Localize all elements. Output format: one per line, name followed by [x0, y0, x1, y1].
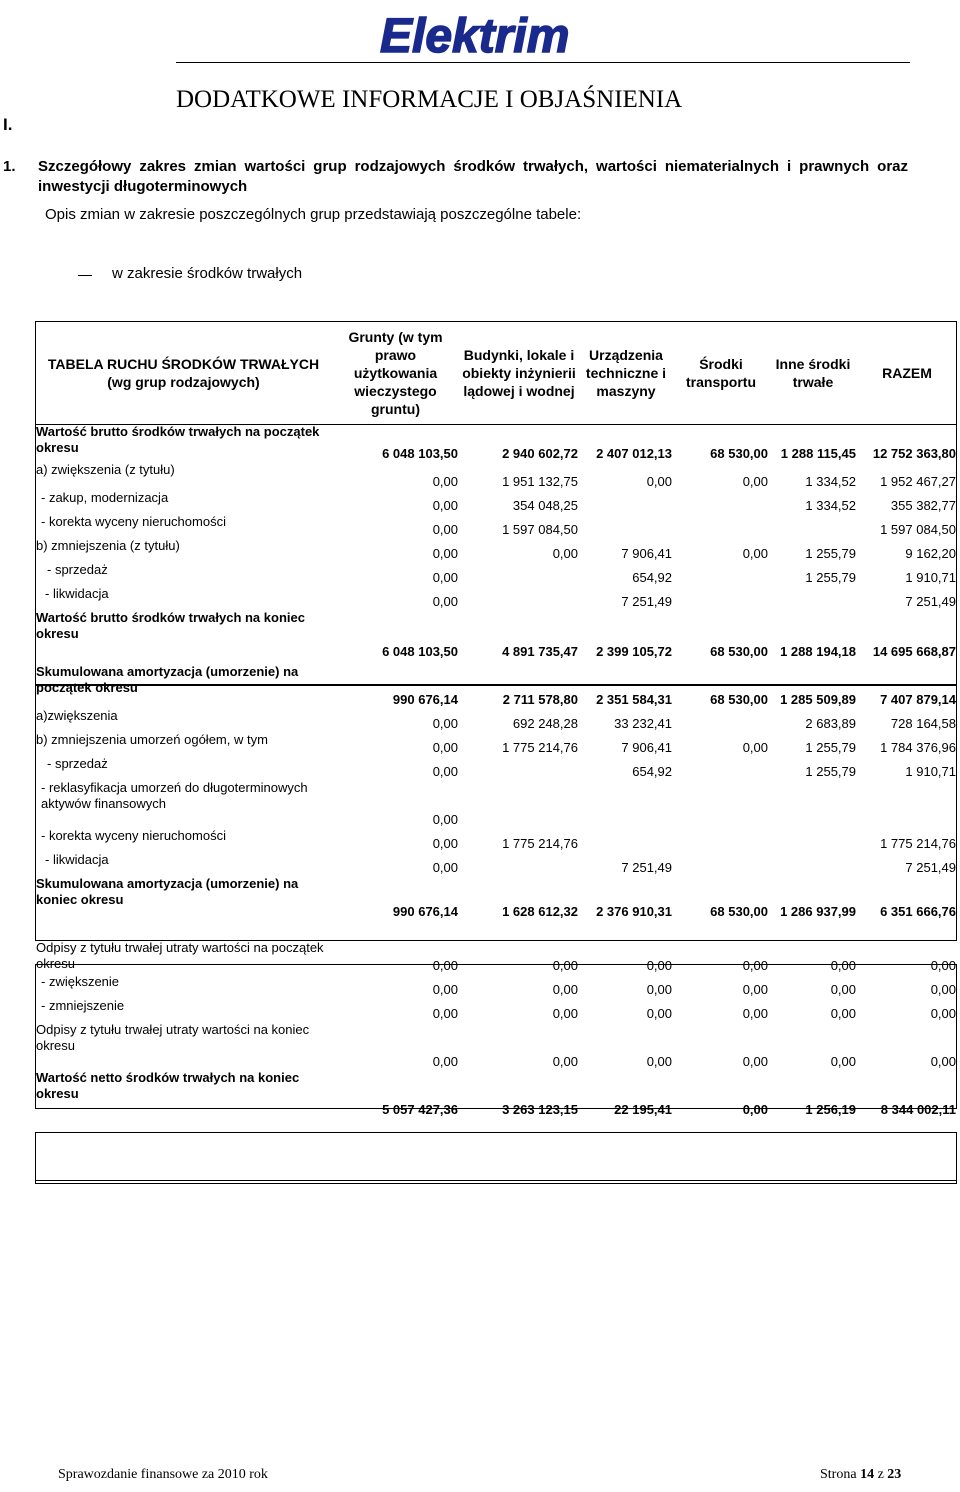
cell-value: 2 351 584,31: [596, 692, 672, 707]
cell-value: 1 285 509,89: [780, 692, 856, 707]
cell-value: 0,00: [742, 740, 768, 755]
cell-value: 7 251,49: [621, 594, 672, 609]
cell-value: 7 251,49: [905, 594, 956, 609]
table-row: [35, 1070, 957, 1118]
row-label: - zwiększenie: [41, 974, 120, 989]
cell-value: 1 910,71: [905, 570, 956, 585]
cell-value: 3 263 123,15: [502, 1102, 578, 1117]
cell-value: 2 940 602,72: [502, 446, 578, 461]
cell-value: 68 530,00: [710, 446, 768, 461]
table-row: [35, 998, 957, 1022]
cell-value: [459, 562, 579, 586]
cell-value: 0,00: [432, 570, 458, 585]
cell-value: 1 288 115,45: [780, 446, 856, 461]
elektrim-logo: [376, 8, 592, 60]
cell-value: 9 162,20: [905, 546, 956, 561]
bullet-dash: [78, 275, 92, 276]
cell-value: [769, 828, 857, 852]
cell-value: 1 775 214,76: [502, 836, 578, 851]
cell-value: 68 530,00: [710, 644, 768, 659]
cell-value: 22 195,41: [614, 1102, 672, 1117]
cell-value: 0,00: [432, 546, 458, 561]
cell-value: 2 711 578,80: [502, 692, 578, 707]
table-row: [35, 610, 957, 660]
cell-value: [579, 828, 673, 852]
cell-value: 1 628 612,32: [502, 904, 578, 919]
row-label: b) zmniejszenia umorzeń ogółem, w tym: [36, 732, 268, 747]
cell-value: [769, 780, 857, 828]
cell-value: 654,92: [632, 570, 672, 585]
cell-value: [673, 756, 769, 780]
cell-value: 1 256,19: [805, 1102, 856, 1117]
cell-value: 0,00: [646, 1054, 672, 1069]
bullet-text: w zakresie środków trwałych: [112, 265, 303, 282]
row-label: Skumulowana amortyzacja (umorzenie) na początek okresu: [36, 664, 299, 695]
row-label: Skumulowana amortyzacja (umorzenie) na koniec okresu: [36, 876, 299, 907]
cell-value: 990 676,14: [392, 904, 458, 919]
cell-value: [769, 586, 857, 610]
cell-value: 1 255,79: [805, 764, 856, 779]
table-row: [35, 1022, 957, 1070]
cell-value: 1 255,79: [805, 740, 856, 755]
cell-value: 1 255,79: [805, 570, 856, 585]
table-row: [35, 562, 957, 586]
cell-value: [673, 828, 769, 852]
intro-text: Opis zmian w zakresie poszczególnych grup przedstawiają poszczególne tabele:: [45, 206, 582, 223]
section-title: DODATKOWE INFORMACJE I OBJAŚNIENIA: [176, 86, 683, 113]
row-label: Wartość netto środków trwałych na koniec okresu: [36, 1070, 300, 1101]
row-label: - zmniejszenie: [41, 998, 125, 1013]
cell-value: 355 382,77: [890, 498, 956, 513]
cell-value: 1 910,71: [905, 764, 956, 779]
cell-value: 0,00: [646, 474, 672, 489]
table-row: [35, 876, 957, 920]
cell-value: [673, 490, 769, 514]
column-header: Urządzenia techniczne i maszyny: [585, 346, 667, 399]
cell-value: 0,00: [742, 474, 768, 489]
cell-value: [673, 562, 769, 586]
column-header: Budynki, lokale i obiekty inżynierii lądowej i wodnej: [462, 346, 576, 399]
cell-value: 2 376 910,31: [596, 904, 672, 919]
point-number: 1.: [3, 158, 16, 175]
cell-value: 990 676,14: [392, 692, 458, 707]
cell-value: 0,00: [742, 1006, 768, 1021]
cell-value: [673, 708, 769, 732]
row-label: - korekta wyceny nieruchomości: [41, 828, 226, 843]
cell-value: 4 891 735,47: [502, 644, 578, 659]
cell-value: 8 344 002,11: [880, 1102, 956, 1117]
column-header: RAZEM: [882, 364, 932, 381]
cell-value: 0,00: [552, 1006, 578, 1021]
page-current: 14: [860, 1467, 875, 1482]
cell-value: 1 784 376,96: [880, 740, 956, 755]
page-prefix: Strona: [820, 1467, 857, 1482]
cell-value: 5 057 427,36: [382, 1102, 458, 1117]
table-title: TABELA RUCHU ŚRODKÓW TRWAŁYCH (wg grup rodzajowych): [47, 355, 320, 390]
cell-value: 1 334,52: [805, 474, 856, 489]
cell-value: [459, 852, 579, 876]
footer-page: [820, 1467, 901, 1483]
cell-value: 0,00: [552, 546, 578, 561]
cell-value: 0,00: [432, 474, 458, 489]
cell-value: 2 683,89: [805, 716, 856, 731]
row-label: Odpisy z tytułu trwałej utraty wartości na koniec okresu: [36, 1022, 310, 1053]
cell-value: 0,00: [930, 1054, 956, 1069]
cell-value: 0,00: [432, 958, 458, 973]
cell-value: 0,00: [432, 716, 458, 731]
table-row: [35, 586, 957, 610]
table-double-rule: [35, 1180, 957, 1181]
row-label: Wartość brutto środków trwałych na początek okresu: [36, 424, 320, 455]
cell-value: [769, 852, 857, 876]
cell-value: [673, 514, 769, 538]
cell-value: 12 752 363,80: [872, 446, 956, 461]
cell-value: 1 597 084,50: [880, 522, 956, 537]
row-label: b) zmniejszenia (z tytułu): [36, 538, 180, 553]
table-row: [35, 708, 957, 732]
cell-value: [459, 780, 579, 828]
cell-value: 0,00: [552, 982, 578, 997]
row-label: - sprzedaż: [47, 756, 108, 771]
cell-value: 0,00: [930, 982, 956, 997]
cell-value: 0,00: [432, 1006, 458, 1021]
row-label: - likwidacja: [45, 852, 109, 867]
row-label: - korekta wyceny nieruchomości: [41, 514, 226, 529]
page-sep: z: [877, 1467, 884, 1482]
cell-value: 0,00: [552, 1054, 578, 1069]
row-label: - reklasyfikacja umorzeń do długoterminowych aktywów finansowych: [41, 780, 308, 811]
cell-value: [857, 780, 957, 828]
cell-value: 692 248,28: [512, 716, 578, 731]
cell-value: [579, 490, 673, 514]
cell-value: 7 407 879,14: [880, 692, 956, 707]
section-number: I.: [3, 115, 13, 134]
page-total: 23: [887, 1467, 902, 1482]
fixed-assets-table: [35, 321, 957, 1118]
cell-value: 1 952 467,27: [880, 474, 956, 489]
column-header: Grunty (w tym prawo użytkowania wieczystego gruntu): [348, 328, 443, 417]
logo-text: Elektrim: [380, 10, 570, 60]
cell-value: [579, 514, 673, 538]
cell-value: 0,00: [646, 982, 672, 997]
table-row: [35, 974, 957, 998]
table-row: [35, 424, 957, 462]
cell-value: 0,00: [742, 1054, 768, 1069]
cell-value: 0,00: [432, 764, 458, 779]
cell-value: 0,00: [742, 982, 768, 997]
table-row: [35, 732, 957, 756]
table-header-row: [35, 321, 957, 424]
cell-value: 2 407 012,13: [596, 446, 672, 461]
cell-value: 0,00: [646, 958, 672, 973]
column-header: Środki transportu: [686, 355, 756, 390]
table-row: [35, 538, 957, 562]
row-label: - sprzedaż: [47, 562, 108, 577]
cell-value: 0,00: [432, 1054, 458, 1069]
cell-value: 1 334,52: [805, 498, 856, 513]
cell-value: [769, 514, 857, 538]
cell-value: 0,00: [432, 812, 458, 827]
cell-value: [673, 586, 769, 610]
row-label: a)zwiększenia: [36, 708, 118, 723]
cell-value: 0,00: [742, 1102, 768, 1117]
cell-value: 728 164,58: [890, 716, 956, 731]
cell-value: 0,00: [930, 1006, 956, 1021]
cell-value: 0,00: [830, 982, 856, 997]
column-header: Inne środki trwałe: [775, 355, 851, 390]
row-label: Wartość brutto środków trwałych na koniec okresu: [36, 610, 305, 641]
cell-value: 354 048,25: [512, 498, 578, 513]
cell-value: 0,00: [742, 546, 768, 561]
cell-value: 1 775 214,76: [502, 740, 578, 755]
cell-value: 0,00: [432, 498, 458, 513]
cell-value: 1 597 084,50: [502, 522, 578, 537]
cell-value: 0,00: [432, 594, 458, 609]
cell-value: 0,00: [830, 1006, 856, 1021]
cell-value: 68 530,00: [710, 692, 768, 707]
cell-value: [459, 756, 579, 780]
cell-value: 0,00: [432, 860, 458, 875]
table-row: [35, 514, 957, 538]
row-label: Odpisy z tytułu trwałej utraty wartości na początek okresu: [36, 940, 324, 971]
cell-value: 7 251,49: [905, 860, 956, 875]
table-row: [35, 828, 957, 852]
point-title: Szczegółowy zakres zmian wartości grup rodzajowych środków trwałych, wartości niematerialnych i prawnych oraz inwestycji długoterminowych: [38, 158, 908, 195]
cell-value: 0,00: [930, 958, 956, 973]
cell-value: 6 048 103,50: [382, 644, 458, 659]
table-row: [35, 920, 957, 974]
table-row: [35, 756, 957, 780]
table-row: [35, 462, 957, 490]
cell-value: 1 775 214,76: [880, 836, 956, 851]
header-rule: [176, 62, 910, 63]
cell-value: 0,00: [646, 1006, 672, 1021]
cell-value: 14 695 668,87: [872, 644, 956, 659]
cell-value: 2 399 105,72: [596, 644, 672, 659]
cell-value: 6 351 666,76: [880, 904, 956, 919]
cell-value: [459, 586, 579, 610]
cell-value: 7 906,41: [621, 740, 672, 755]
cell-value: 33 232,41: [614, 716, 672, 731]
cell-value: 0,00: [830, 1054, 856, 1069]
cell-value: 0,00: [552, 958, 578, 973]
table-row: [35, 780, 957, 828]
row-label: - zakup, modernizacja: [41, 490, 169, 505]
cell-value: 1 951 132,75: [502, 474, 578, 489]
cell-value: 0,00: [432, 740, 458, 755]
cell-value: 7 906,41: [621, 546, 672, 561]
cell-value: 68 530,00: [710, 904, 768, 919]
footer-left: Sprawozdanie finansowe za 2010 rok: [58, 1467, 268, 1482]
cell-value: 6 048 103,50: [382, 446, 458, 461]
cell-value: 0,00: [432, 836, 458, 851]
cell-value: 7 251,49: [621, 860, 672, 875]
cell-value: [579, 780, 673, 828]
cell-value: 0,00: [742, 958, 768, 973]
cell-value: 0,00: [432, 982, 458, 997]
cell-value: 654,92: [632, 764, 672, 779]
table-row: [35, 490, 957, 514]
cell-value: 1 255,79: [805, 546, 856, 561]
cell-value: 0,00: [432, 522, 458, 537]
table-row: [35, 852, 957, 876]
table-frame-4: [35, 1132, 957, 1184]
row-label: a) zwiększenia (z tytułu): [36, 462, 175, 477]
cell-value: 1 288 194,18: [780, 644, 856, 659]
cell-value: [673, 852, 769, 876]
cell-value: 0,00: [830, 958, 856, 973]
cell-value: 1 286 937,99: [780, 904, 856, 919]
row-label: - likwidacja: [45, 586, 109, 601]
table-row: [35, 660, 957, 708]
cell-value: [673, 780, 769, 828]
